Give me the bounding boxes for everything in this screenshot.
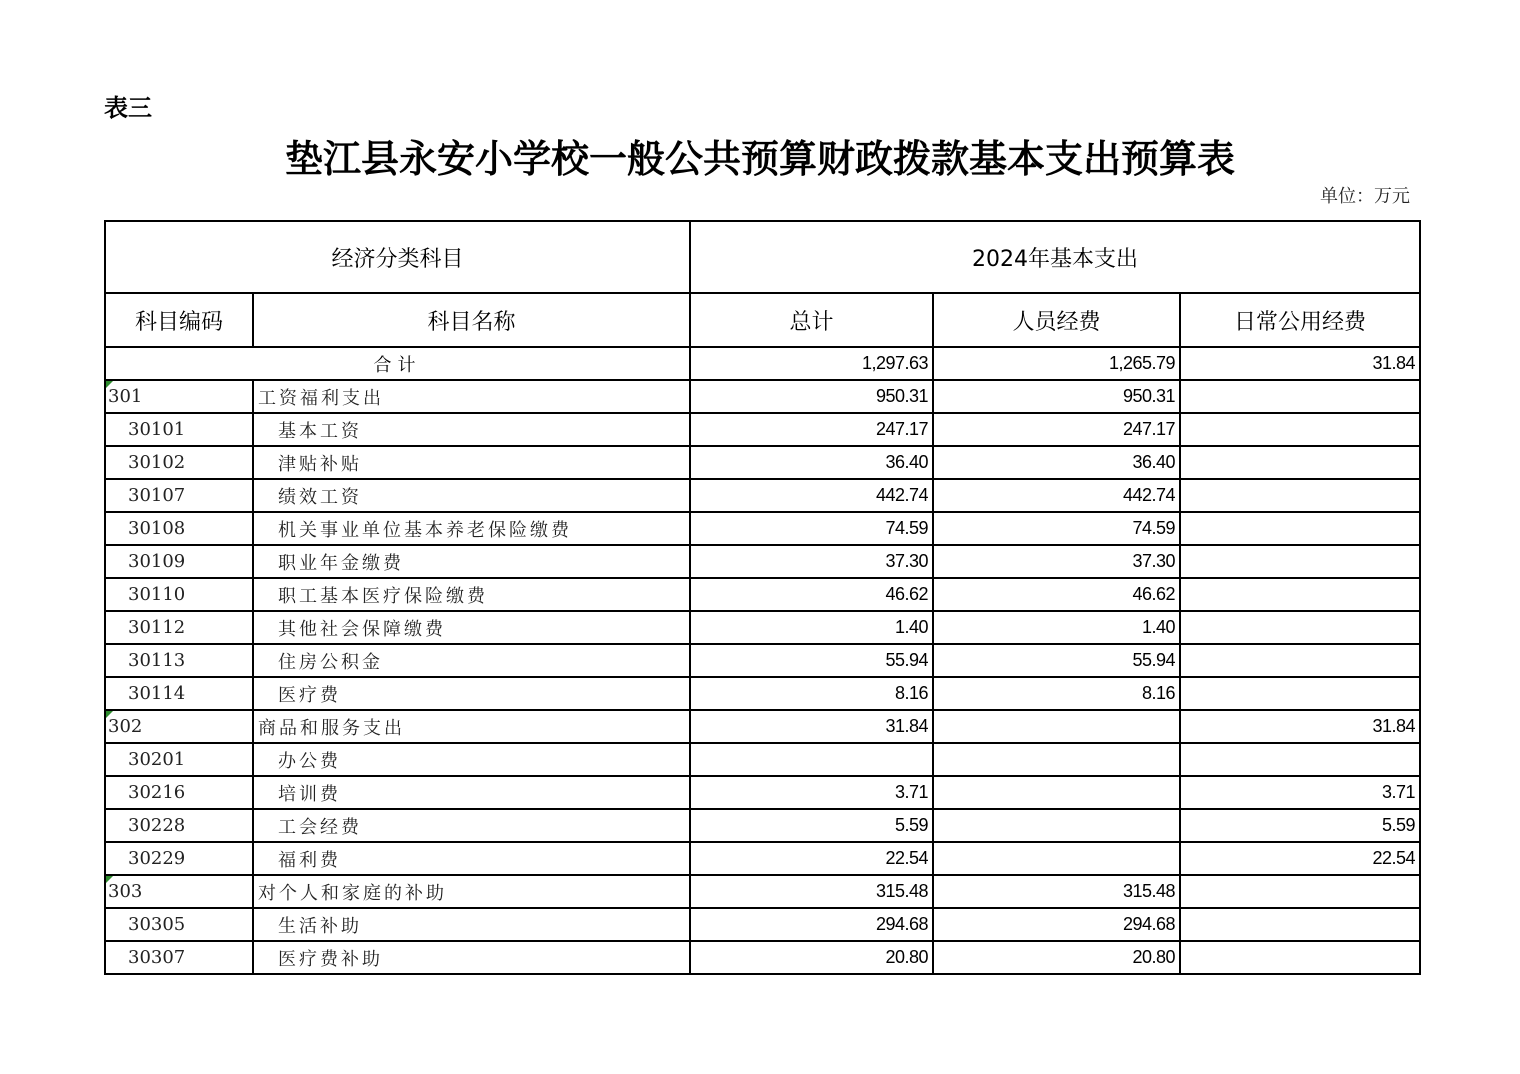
row-total: 46.62	[690, 578, 933, 611]
row-total: 20.80	[690, 941, 933, 974]
row-code-text: 301	[108, 386, 143, 407]
page-title: 垫江县永安小学校一般公共预算财政拨款基本支出预算表	[284, 136, 1235, 181]
row-public	[1180, 908, 1420, 941]
table-row	[105, 809, 1420, 842]
row-name: 培训费	[253, 776, 690, 809]
row-code-text: 30108	[128, 518, 186, 539]
header-row-columns	[105, 293, 1420, 347]
row-code-text: 30114	[128, 683, 186, 704]
table-row	[105, 611, 1420, 644]
row-personnel: 442.74	[933, 479, 1180, 512]
row-code	[105, 677, 253, 710]
row-personnel: 950.31	[933, 380, 1180, 413]
row-total: 36.40	[690, 446, 933, 479]
total-row-personnel: 1,265.79	[933, 347, 1180, 380]
row-code-text: 30113	[128, 650, 186, 671]
row-code	[105, 545, 253, 578]
table-row	[105, 743, 1420, 776]
table-row	[105, 446, 1420, 479]
row-name: 基本工资	[253, 413, 690, 446]
row-public	[1180, 875, 1420, 908]
row-total: 37.30	[690, 545, 933, 578]
row-name: 办公费	[253, 743, 690, 776]
row-public	[1180, 611, 1420, 644]
row-code-text: 30228	[128, 815, 186, 836]
row-code	[105, 743, 253, 776]
row-total: 294.68	[690, 908, 933, 941]
total-row-total: 1,297.63	[690, 347, 933, 380]
row-name: 医疗费补助	[253, 941, 690, 974]
row-total	[690, 743, 933, 776]
table-row	[105, 842, 1420, 875]
table-row	[105, 776, 1420, 809]
row-public: 22.54	[1180, 842, 1420, 875]
row-public	[1180, 413, 1420, 446]
row-personnel	[933, 842, 1180, 875]
row-total: 950.31	[690, 380, 933, 413]
row-total: 315.48	[690, 875, 933, 908]
row-name: 住房公积金	[253, 644, 690, 677]
table-row	[105, 710, 1420, 743]
row-public	[1180, 446, 1420, 479]
cell-marker-icon	[106, 381, 113, 388]
row-personnel	[933, 809, 1180, 842]
row-name: 福利费	[253, 842, 690, 875]
header-economic-category: 经济分类科目	[105, 221, 690, 293]
row-code-text: 303	[108, 881, 143, 902]
row-code	[105, 512, 253, 545]
table-row	[105, 677, 1420, 710]
row-personnel	[933, 743, 1180, 776]
header-basic-expenditure: 2024年基本支出	[690, 221, 1420, 293]
row-code-text: 302	[108, 716, 143, 737]
row-personnel: 46.62	[933, 578, 1180, 611]
row-public	[1180, 512, 1420, 545]
row-code-text: 30216	[128, 782, 186, 803]
row-code-text: 30109	[128, 551, 186, 572]
row-code-text: 30102	[128, 452, 186, 473]
row-code	[105, 908, 253, 941]
row-personnel: 247.17	[933, 413, 1180, 446]
row-personnel	[933, 710, 1180, 743]
row-code	[105, 710, 253, 743]
table-number-label: 表三	[104, 94, 152, 122]
row-code	[105, 941, 253, 974]
row-code	[105, 776, 253, 809]
row-personnel	[933, 776, 1180, 809]
total-row-label: 合计	[105, 347, 690, 380]
row-personnel: 1.40	[933, 611, 1180, 644]
row-public	[1180, 941, 1420, 974]
row-total: 74.59	[690, 512, 933, 545]
row-code	[105, 413, 253, 446]
row-code	[105, 578, 253, 611]
row-code-text: 30229	[128, 848, 186, 869]
row-code	[105, 479, 253, 512]
table-row	[105, 545, 1420, 578]
row-code	[105, 875, 253, 908]
row-public: 31.84	[1180, 710, 1420, 743]
cell-marker-icon	[106, 876, 113, 883]
row-total: 31.84	[690, 710, 933, 743]
row-personnel: 20.80	[933, 941, 1180, 974]
row-name: 绩效工资	[253, 479, 690, 512]
row-name: 机关事业单位基本养老保险缴费	[253, 512, 690, 545]
row-name: 职工基本医疗保险缴费	[253, 578, 690, 611]
row-code-text: 30101	[128, 419, 186, 440]
header-total: 总计	[690, 293, 933, 347]
header-personnel: 人员经费	[933, 293, 1180, 347]
row-public	[1180, 677, 1420, 710]
table-row	[105, 512, 1420, 545]
row-name: 工会经费	[253, 809, 690, 842]
row-code	[105, 380, 253, 413]
row-public	[1180, 743, 1420, 776]
row-code	[105, 809, 253, 842]
row-code-text: 30107	[128, 485, 186, 506]
table-row	[105, 413, 1420, 446]
row-personnel: 315.48	[933, 875, 1180, 908]
cell-marker-icon	[106, 711, 113, 718]
table-row	[105, 644, 1420, 677]
header-public: 日常公用经费	[1180, 293, 1420, 347]
row-code-text: 30307	[128, 947, 186, 968]
row-name: 职业年金缴费	[253, 545, 690, 578]
row-total: 442.74	[690, 479, 933, 512]
row-code	[105, 446, 253, 479]
row-name: 医疗费	[253, 677, 690, 710]
row-public	[1180, 479, 1420, 512]
row-total: 1.40	[690, 611, 933, 644]
row-public	[1180, 578, 1420, 611]
header-code: 科目编码	[105, 293, 253, 347]
row-code-text: 30110	[128, 584, 186, 605]
row-code-text: 30201	[128, 749, 186, 770]
row-total: 5.59	[690, 809, 933, 842]
table-row	[105, 875, 1420, 908]
row-personnel: 37.30	[933, 545, 1180, 578]
header-name: 科目名称	[253, 293, 690, 347]
row-code-text: 30112	[128, 617, 186, 638]
row-total: 22.54	[690, 842, 933, 875]
row-name: 生活补助	[253, 908, 690, 941]
table-row	[105, 908, 1420, 941]
row-total: 247.17	[690, 413, 933, 446]
row-public	[1180, 545, 1420, 578]
row-name: 工资福利支出	[253, 380, 690, 413]
row-name: 商品和服务支出	[253, 710, 690, 743]
table-row	[105, 479, 1420, 512]
row-total: 8.16	[690, 677, 933, 710]
total-row	[105, 347, 1420, 380]
row-code	[105, 842, 253, 875]
table-row	[105, 380, 1420, 413]
row-personnel: 55.94	[933, 644, 1180, 677]
row-total: 3.71	[690, 776, 933, 809]
row-public: 3.71	[1180, 776, 1420, 809]
row-personnel: 294.68	[933, 908, 1180, 941]
row-public	[1180, 644, 1420, 677]
row-public: 5.59	[1180, 809, 1420, 842]
header-row-group	[105, 221, 1420, 293]
row-personnel: 74.59	[933, 512, 1180, 545]
table-body	[105, 347, 1420, 974]
row-name: 对个人和家庭的补助	[253, 875, 690, 908]
row-code	[105, 644, 253, 677]
budget-table	[104, 220, 1421, 975]
row-name: 其他社会保障缴费	[253, 611, 690, 644]
row-personnel: 8.16	[933, 677, 1180, 710]
total-row-public: 31.84	[1180, 347, 1420, 380]
row-name: 津贴补贴	[253, 446, 690, 479]
row-total: 55.94	[690, 644, 933, 677]
row-code-text: 30305	[128, 914, 186, 935]
table-row	[105, 578, 1420, 611]
row-personnel: 36.40	[933, 446, 1180, 479]
row-code	[105, 611, 253, 644]
table-row	[105, 941, 1420, 974]
row-public	[1180, 380, 1420, 413]
unit-label: 单位：万元	[1320, 186, 1410, 207]
